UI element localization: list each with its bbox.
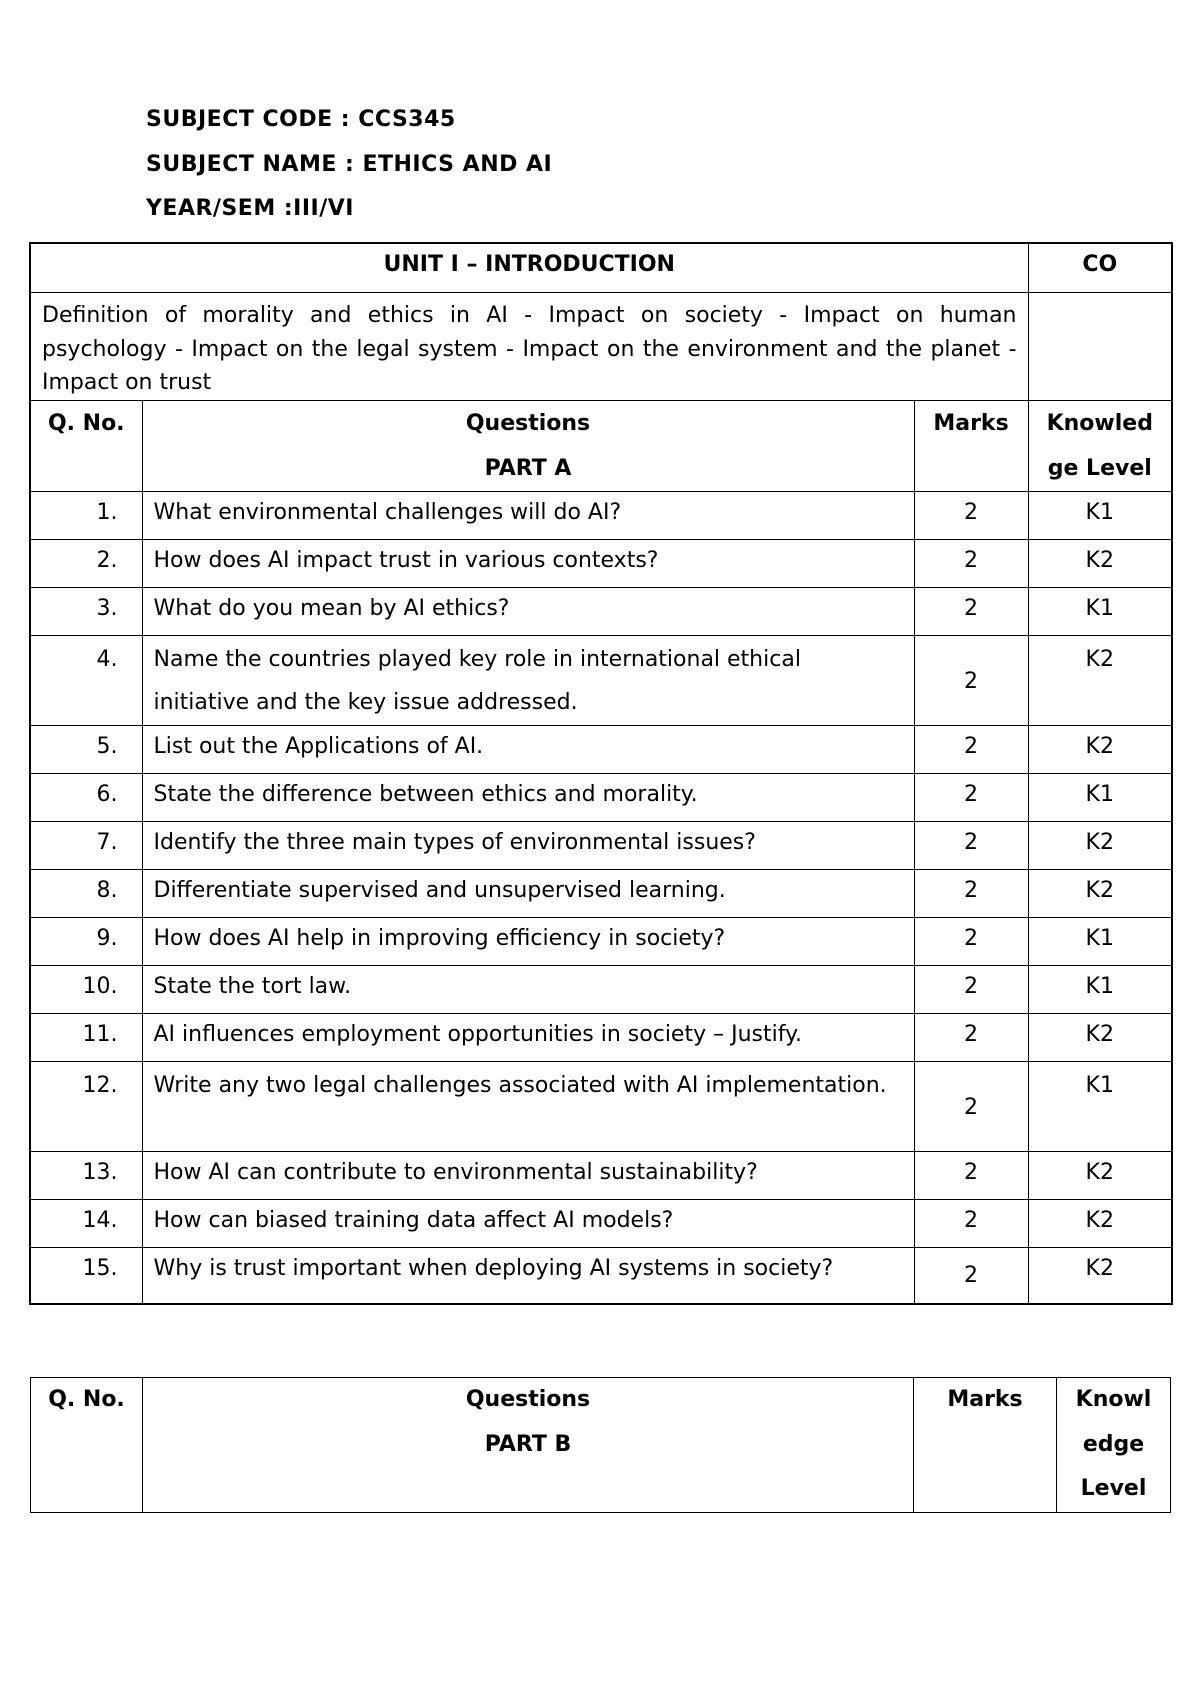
knowledge-level-header: [1028, 400, 1172, 491]
question-marks: 2: [914, 821, 1028, 869]
qno-header: Q. No.: [31, 1378, 143, 1513]
question-text: AI influences employment opportunities in society – Justify.: [142, 1013, 914, 1061]
question-knowledge-level: K2: [1028, 1013, 1172, 1061]
table-row: [30, 491, 1172, 539]
question-marks: 2: [914, 1151, 1028, 1199]
table-row: [30, 1151, 1172, 1199]
questions-header: [142, 400, 914, 491]
question-marks: 2: [914, 725, 1028, 773]
table-row: [30, 821, 1172, 869]
subject-name: SUBJECT NAME : ETHICS AND AI: [146, 151, 553, 177]
question-text: List out the Applications of AI.: [142, 725, 914, 773]
question-number: 14.: [30, 1199, 142, 1247]
question-text: Write any two legal challenges associated with AI implementation.: [142, 1061, 914, 1151]
question-marks: 2: [914, 1199, 1028, 1247]
table-row: [30, 1247, 1172, 1304]
part-b-table: [30, 1377, 1171, 1513]
question-text: Name the countries played key role in international ethical initiative and the key issue addressed.: [142, 635, 914, 725]
question-knowledge-level: K2: [1028, 869, 1172, 917]
question-number: 12.: [30, 1061, 142, 1151]
table-row: [30, 725, 1172, 773]
kl-line-1: Knowled: [1046, 410, 1153, 436]
table-row: [30, 1199, 1172, 1247]
question-number: 10.: [30, 965, 142, 1013]
year-sem: YEAR/SEM :III/VI: [146, 196, 354, 221]
question-text: How does AI help in improving efficiency in society?: [142, 917, 914, 965]
table-row: [30, 965, 1172, 1013]
table-row: [30, 869, 1172, 917]
question-marks: 2: [914, 587, 1028, 635]
question-text: How does AI impact trust in various contexts?: [142, 539, 914, 587]
co-empty-cell: [1028, 293, 1172, 401]
question-knowledge-level: K1: [1028, 773, 1172, 821]
question-text: How AI can contribute to environmental sustainability?: [142, 1151, 914, 1199]
question-number: 11.: [30, 1013, 142, 1061]
question-text: What environmental challenges will do AI?: [142, 491, 914, 539]
questions-header: [143, 1378, 914, 1513]
question-knowledge-level: K2: [1028, 1247, 1172, 1304]
question-knowledge-level: K2: [1028, 725, 1172, 773]
unit-table: [29, 242, 1173, 1305]
unit-description-cell: [30, 293, 1028, 401]
question-text: What do you mean by AI ethics?: [142, 587, 914, 635]
table-row: [30, 587, 1172, 635]
question-number: 5.: [30, 725, 142, 773]
question-marks: 2: [914, 917, 1028, 965]
question-number: 6.: [30, 773, 142, 821]
question-number: 13.: [30, 1151, 142, 1199]
table-row: [30, 1061, 1172, 1151]
question-marks: 2: [914, 869, 1028, 917]
question-marks: 2: [914, 1061, 1028, 1151]
part-b-label: PART B: [484, 1431, 572, 1457]
question-knowledge-level: K1: [1028, 587, 1172, 635]
unit-description-row: [30, 293, 1172, 401]
question-text: Differentiate supervised and unsupervised learning.: [142, 869, 914, 917]
question-knowledge-level: K2: [1028, 1199, 1172, 1247]
question-knowledge-level: K2: [1028, 821, 1172, 869]
table-row: [30, 539, 1172, 587]
question-marks: 2: [914, 491, 1028, 539]
unit-description: Definition of morality and ethics in AI - Impact on society - Impact on human psychology - Impact on the legal system - Impact on the environment and the planet - Impact on trust: [42, 303, 1017, 395]
question-knowledge-level: K2: [1028, 539, 1172, 587]
table-row: [30, 773, 1172, 821]
question-knowledge-level: K1: [1028, 1061, 1172, 1151]
questions-label: Questions: [465, 1387, 591, 1412]
question-knowledge-level: K1: [1028, 965, 1172, 1013]
marks-header: Marks: [914, 1378, 1057, 1513]
part-a-label: PART A: [484, 455, 572, 481]
question-number: 8.: [30, 869, 142, 917]
knowledge-level-header: [1057, 1378, 1171, 1513]
part-b-header-row: [31, 1378, 1171, 1513]
question-text: Identify the three main types of environmental issues?: [142, 821, 914, 869]
table-row: [30, 635, 1172, 725]
question-number: 7.: [30, 821, 142, 869]
question-marks: 2: [914, 773, 1028, 821]
question-knowledge-level: K1: [1028, 491, 1172, 539]
question-marks: 2: [914, 1013, 1028, 1061]
question-marks: 2: [914, 539, 1028, 587]
kl-line-2: edge: [1082, 1431, 1145, 1457]
kl-line-2: ge Level: [1047, 455, 1152, 481]
question-marks: 2: [914, 1247, 1028, 1304]
kl-line-3: Level: [1080, 1476, 1147, 1501]
co-header: CO: [1028, 243, 1172, 293]
question-knowledge-level: K2: [1028, 635, 1172, 725]
marks-header: Marks: [914, 400, 1028, 491]
question-number: 1.: [30, 491, 142, 539]
qno-header: Q. No.: [30, 400, 142, 491]
question-text: State the difference between ethics and morality.: [142, 773, 914, 821]
document-header: [146, 98, 552, 232]
kl-line-1: Knowl: [1075, 1387, 1152, 1412]
question-marks: 2: [914, 965, 1028, 1013]
question-knowledge-level: K1: [1028, 917, 1172, 965]
question-number: 4.: [30, 635, 142, 725]
question-text: State the tort law.: [142, 965, 914, 1013]
question-number: 3.: [30, 587, 142, 635]
question-text: Why is trust important when deploying AI systems in society?: [142, 1247, 914, 1304]
questions-label: Questions: [465, 410, 591, 436]
question-number: 15.: [30, 1247, 142, 1304]
table-row: [30, 1013, 1172, 1061]
question-knowledge-level: K2: [1028, 1151, 1172, 1199]
table-row: [30, 917, 1172, 965]
question-text: How can biased training data affect AI models?: [142, 1199, 914, 1247]
subject-code: SUBJECT CODE : CCS345: [146, 107, 456, 132]
unit-title: UNIT I – INTRODUCTION: [30, 243, 1028, 293]
part-a-header-row: [30, 400, 1172, 491]
question-number: 9.: [30, 917, 142, 965]
question-number: 2.: [30, 539, 142, 587]
question-marks: 2: [914, 635, 1028, 725]
unit-title-row: [30, 243, 1172, 293]
